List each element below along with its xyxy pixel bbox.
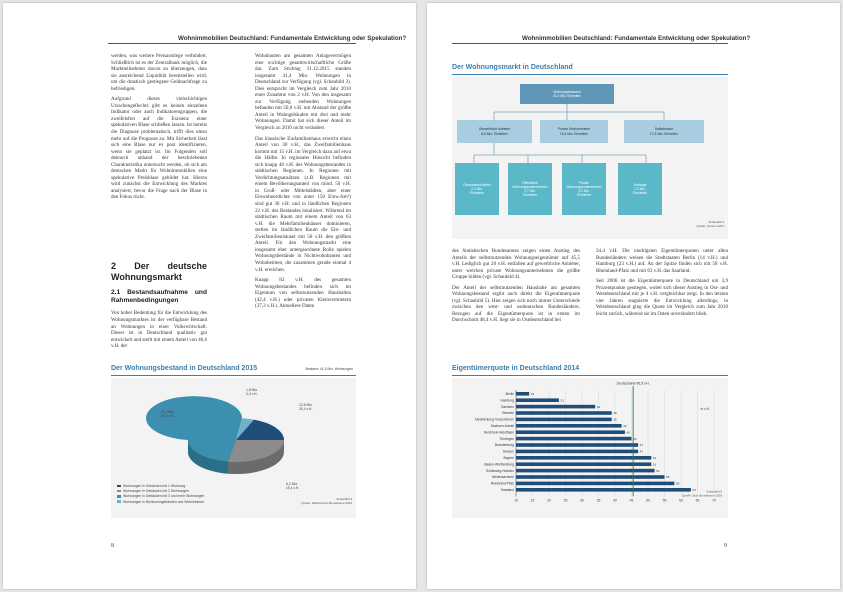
tick-label: 40 — [613, 498, 617, 503]
org-node: Sonstige 1,3 Mio. Einheiten — [618, 163, 662, 215]
figure-rule — [111, 375, 356, 376]
bar — [516, 392, 529, 396]
data-label: 34 — [596, 404, 601, 409]
org-node: Selbstnutzer 17,5 Mio. Einheiten — [624, 120, 704, 143]
subsection-heading: 2.1 Bestandsaufnahme und Rahmenbedingungen — [111, 289, 207, 305]
bar — [516, 488, 691, 492]
legend-swatch — [117, 490, 121, 493]
legend-item: Wohnungen in Gebäuden mit 2 Wohnungen — [117, 489, 204, 493]
left-column-2 — [255, 53, 351, 314]
paragraph: Der Anteil der selbstnutzenden Haushalte am gesamten Wohnungsbestand ergibt auch direkt die Eigentümerquote (vgl. Schaubild 5). Hier zeigen sich noch immer Unterschiede zwischen den west- und ostdeutschen Bundesländern. Bezogen auf die Eigentümerquote ist in ersten im Durchschnitt 48,4 v.H. liegt sie in Ostdeutschland bei — [452, 284, 580, 324]
chart-title: Eigentümerquote in Deutschland 2014 — [452, 365, 580, 372]
bar — [516, 418, 612, 422]
org-node: Private Kleinvermieter 15,4 Mio. Einheiten — [540, 120, 608, 143]
data-label: 39 — [613, 417, 617, 422]
bar-chart — [452, 378, 728, 518]
left-page — [3, 3, 416, 589]
tick-label: 15 — [530, 498, 535, 503]
legend-item: Wohnungen in Nichtwohngebäuden und Wohnheimen — [117, 500, 204, 504]
category-label: Sachsen — [501, 404, 514, 409]
bar — [516, 482, 674, 486]
data-label: 47 — [639, 449, 644, 454]
page-number: 9 — [724, 543, 727, 549]
category-label: Baden-Württemberg — [484, 462, 514, 467]
category-label: Brandenburg — [494, 443, 514, 448]
data-label: 63 — [692, 488, 696, 492]
data-label: 45 — [633, 436, 637, 441]
legend-swatch — [117, 495, 121, 498]
tick-label: 55 — [662, 498, 667, 503]
legend-item: Wohnungen in Gebäuden mit 1 Wohnung — [117, 484, 204, 488]
tick-label: 10 — [514, 498, 518, 503]
org-node-total: Wohnungsbestand 41,4 Mio. Einheiten — [520, 84, 614, 104]
section-heading: 2 Der deutsche Wohnungsmarkt — [111, 261, 207, 283]
figure-rule — [452, 375, 728, 376]
reference-label: Deutschland 45,5 v.H. — [616, 381, 650, 386]
callout: 12,6 Mio. 30,4 v.H. — [299, 403, 313, 411]
category-label: Bayern — [503, 456, 514, 460]
data-label: 55 — [666, 475, 670, 480]
paragraph: 34,4 v.H. Die niedrigsten Eigentümerquoten unter allen Bundesländern weisen die Stadtstaaten Berlin (14 v.H.) und Hamburg (23 v.H.) auf. An der Spitze finden sich mit 58 v.H. Rheinland-Pfalz und mit 63 v.H. das Saarland. — [596, 248, 728, 274]
paragraph: Das klassische Einfamilienhaus erreicht einen Anteil von 30 v.H., das Zweifamilienhaus kommt mit 15 v.H. im Vergleich dazu auf etwa die Hälfte. In regionaler Hinsicht befinden sich knapp 48 v.H. des Wohnungsbestandes in städtischen Regionen. In Regionen mit Verdichtungsansätzen (z.B. Regionen mit einem Bevölkerungsanteil von mind. 50 v.H. in Groß- oder Mittelstädten, aber einer Einwohnerdichte von unter 150 Einw./km²) sind gut 30 v.H. und in ländlichen Regionen 22 v.H. des Bestandes lokalisiert. Während im städtischen Raum mit einem Anteil von 63 v.H. die Mehrfamilienhäuser dominieren, stellen im ländlichen Raum die Ein- und Zweifamilienhäuser mit 58 v.H. den größten Anteil. Für den Wohnungsmarkt eine insgesamt eher untergeordnete Rolle spielen Wohnungsbestände in Nichtwohnbauten und Wohnheimen, die zusammen gerade einmal 4 v.H. erreichen. — [255, 135, 351, 273]
category-label: Schleswig-Holstein — [486, 468, 514, 473]
running-head-rule — [108, 43, 356, 44]
bar — [516, 469, 655, 473]
callout: 6,2 Mio. 15,1 v.H. — [286, 482, 300, 490]
figure-title: Der Wohnungsbestand in Deutschland 2015 — [111, 365, 258, 372]
figure-source: Schaubild 3 Quelle: Statistisches Bundesamt 2016 — [301, 497, 352, 505]
figure-title: Der Wohnungsmarkt in Deutschland — [452, 64, 573, 71]
org-node: Private Wohnungsunternehmen 3,2 Mio. Einheiten — [562, 163, 606, 215]
tick-label: 35 — [596, 498, 601, 503]
bar — [516, 405, 595, 409]
figure-source: Schaubild 4 Quelle: Zensus 2011 — [696, 220, 724, 228]
bar-chart-box — [452, 378, 728, 518]
category-label: Hamburg — [500, 398, 514, 403]
data-label: 47 — [639, 443, 644, 448]
category-label: Thüringen — [499, 436, 514, 441]
figure-subtitle: Bestand: 41,4 Mio. Wohnungen — [305, 367, 353, 371]
paragraph: Knapp 82 v.H. des gesamten Wohnungsbestandes befinden sich im Eigentum von selbstnutzenden Haushalten (42,4 v.H.) oder privaten Kleinvermietern (37,3 v.H.). Aktuellere Daten — [255, 277, 351, 310]
bar — [516, 411, 612, 415]
org-node: Öffentliche Wohnungsunternehmen 2,7 Mio. Einheiten — [508, 163, 552, 215]
pie-slice — [146, 396, 242, 440]
tick-label: 20 — [547, 498, 551, 503]
running-head: Wohnimmobilien Deutschland: Fundamentale Entwicklung oder Spekulation? — [522, 35, 751, 42]
org-node: Gewerbliche Anbieter 6,6 Mio. Einheiten — [457, 120, 532, 143]
data-label: 43 — [626, 430, 630, 435]
callout: 1,8 Mio. 4,4 v.H. — [246, 388, 259, 396]
category-label: Saarland — [500, 488, 514, 492]
tick-label: 30 — [580, 498, 584, 503]
data-label: 42 — [623, 424, 627, 428]
page-number: 8 — [111, 543, 114, 549]
category-label: Bremen — [502, 411, 514, 416]
category-label: Hessen — [502, 449, 514, 454]
legend-item: Wohnungen in Gebäuden mit 3 und mehr Wohnungen — [117, 494, 204, 498]
tick-label: 45 — [629, 498, 634, 503]
figure-rule — [452, 74, 728, 75]
chart-source: Schaubild 5 — [706, 489, 722, 494]
category-label: Mecklenburg-Vorpommern — [475, 417, 514, 422]
data-label: 51 — [652, 456, 657, 460]
category-label: Niedersachsen — [492, 475, 514, 480]
right-page — [427, 3, 840, 589]
bar — [516, 456, 651, 460]
data-label: 39 — [613, 411, 617, 416]
bar — [516, 450, 638, 454]
org-chart-box — [452, 77, 728, 239]
category-label: Rheinland-Pfalz — [490, 481, 514, 486]
tick-label: 25 — [563, 498, 568, 503]
tick-label: 70 — [712, 498, 716, 503]
bar — [516, 424, 622, 428]
bar — [516, 437, 632, 441]
running-head: Wohnimmobilien Deutschland: Fundamentale Entwicklung oder Spekulation? — [178, 35, 407, 42]
callout: 21,2 Mio. 50,6 v.H. — [161, 410, 175, 418]
data-label: 52 — [656, 468, 660, 473]
category-label: Nordrhein-Westfalen — [483, 430, 514, 435]
legend-swatch — [117, 500, 121, 503]
legend — [117, 484, 204, 505]
unit-label: in v.H. — [700, 407, 710, 411]
category-label: Berlin — [505, 392, 514, 396]
data-label: 58 — [675, 481, 680, 486]
org-node: Genossenschaften 2,2 Mio. Einheiten — [455, 163, 499, 215]
tick-label: 60 — [679, 498, 683, 503]
tick-label: 50 — [646, 498, 650, 503]
bar — [516, 475, 665, 479]
bar — [516, 443, 638, 447]
chart-source: Quelle: Stat. Bundesamt 2016 — [681, 493, 722, 498]
figure-box — [111, 378, 356, 518]
paragraph: Seit 2006 ist die Eigentümerquote in Deutschland um 3,9 Prozentpunkte gestiegen, wobei sich dieser Anstieg in Ost- und Westdeutschland mit je 4 v.H. vergleichbar zeigt. In den letzten vier Jahren stagnierte die Entwicklung allerdings, in Westdeutschland ging die Quote im Vergleich zum Jahr 2010 leicht zurück, während sie im Osten unverändert blieb. — [596, 278, 728, 317]
data-label: 51 — [652, 462, 657, 467]
legend-swatch — [117, 485, 121, 488]
data-label: 14 — [530, 392, 535, 396]
right-column-2 — [596, 248, 728, 321]
running-head-rule — [452, 43, 728, 44]
paragraph: Wohnbauten am gesamten Anlagevermögen eine wichtige gesamtwirtschaftliche Größe dar. Zum Stichtag 31.12.2015 standen insgesamt 41,4 Mio. Wohnungen in Deutschland zur Verfügung (vgl. Schaubild 3). Dies entspricht im Vergleich zum Jahr 2010 einer Zunahme von 2 v.H. Von den insgesamt zur Verfügung stehenden Wohnungen befanden mit 50,6 v.H. mit Abstand der größte Anteil in Wohngebäuden mit drei und mehr Wohnungen. Damit hat sich dieser Anteil im Vergleich zu 2010 nicht verändert. — [255, 53, 351, 132]
bar — [516, 398, 559, 402]
bar — [516, 430, 625, 434]
paragraph: Von hoher Bedeutung für die Entwicklung des Wohnungsmarktes ist der verfügbare Bestand an Wohnungen in einer Volkswirtschaft. Dieser ist in Deutschland qualitativ gut entwickelt und stellt mit einem Anteil von 46,6 v.H. der — [111, 310, 207, 350]
bar — [516, 462, 651, 466]
paragraph: werden, was weitere Preisanstiege verhindert. Schließlich ist es der Zentralbank möglich, die Marktteilnehmer davon zu überzeugen, dass sie ausreichend Liquidität bereitstellen wird, um die drastisch gestiegene Geldnachfrage zu befriedigen. — [111, 53, 207, 92]
category-label: Sachsen-Anhalt — [490, 424, 514, 428]
tick-label: 65 — [695, 498, 700, 503]
paragraph: des Statistischen Bundesamtes zeigen einen Anstieg des Anteils der selbstnutzenden Wohnungseigentümer auf 45,5 v.H. Lediglich gut 20 v.H. entfallen auf gewerbliche Anbieter, unter welchen private Wohnungsunternehmen die größte Gruppe bilden (vgl. Schaubild 4). — [452, 248, 580, 281]
paragraph: Aufgrund dieses vielschichtigen Ursachengeflechts gibt es keinen einzelnen Indikator oder auch Indikatorengruppen, die zweifelsfrei auf die Existenz einer spekulativen Blase schließen lassen. Ist bereits die Diagnose problematisch, trifft dies umso mehr auf die Prognose zu. Mit Sicherheit lässt sich eine Blase nur ex post identifizieren, wenn sie geplatzt ist. Im Folgenden soll dennoch anhand der beschriebenen Charakteristika untersucht werden, ob sich am deutschen Markt für Wohnimmobilien eine spekulative Preisblase gebildet hat. Hierzu wird zunächst die Entwicklung des Marktes analysiert, bevor die Frage nach der Blase in den Fokus rückt. — [111, 96, 207, 201]
data-label: 23 — [560, 398, 564, 403]
right-column-1 — [452, 248, 580, 328]
left-column-1 — [111, 53, 207, 354]
